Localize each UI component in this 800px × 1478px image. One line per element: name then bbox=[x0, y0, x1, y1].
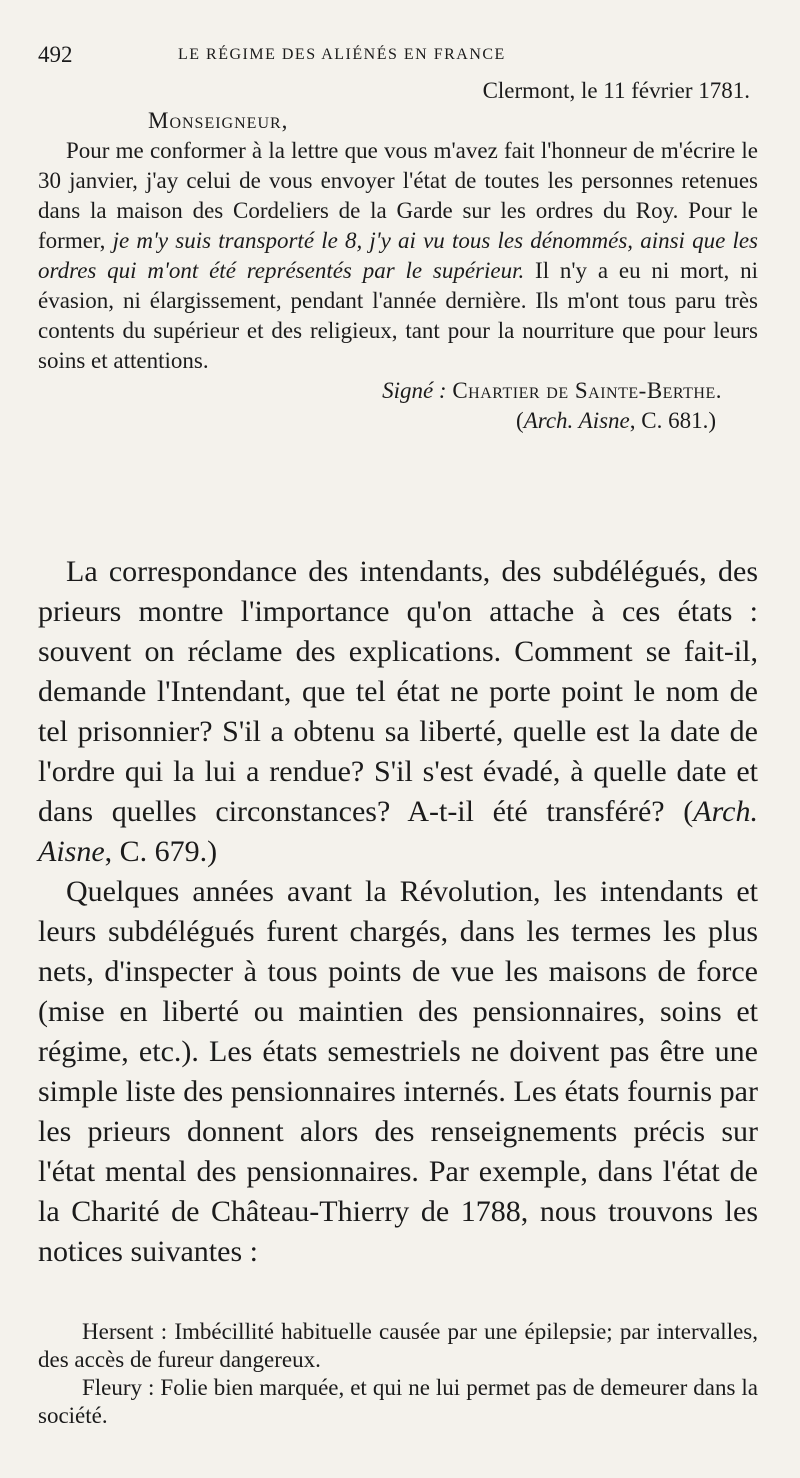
notice-fleury: Fleury : Folie bien marquée, et qui ne lui permet pas de demeurer dans la société. bbox=[38, 1375, 758, 1428]
letter-text-start: Pour me conformer à la lettre que vous m'avez fait l'honneur de m'écrire le 30 janvier, j'ay celui de vous envoyer l'état de toutes les personnes retenues dans la maison des Cordeliers de la Garde sur les ordres du Roy. Pour le former, bbox=[38, 138, 758, 253]
letter-text-end: Il n'y a eu ni mort, ni évasion, ni élargissement, pendant l'année dernière. Ils m'ont tous paru très contents du supérieur et des religieux, tant pour la nourriture que pour leurs soins et attentions. bbox=[38, 258, 758, 373]
main-text bbox=[38, 552, 758, 1272]
letter-text-italic: je m'y suis transporté le 8, j'y ai vu tous les dénommés, ainsi que les ordres qui m'ont été représentés par le supérieur. bbox=[38, 228, 759, 283]
source-archive: Arch. Aisne bbox=[523, 408, 630, 433]
letter-date: Clermont, le 11 février 1781. bbox=[482, 78, 750, 103]
letter-signature bbox=[38, 376, 758, 406]
page-number: 492 bbox=[38, 42, 73, 67]
letter-source bbox=[38, 406, 758, 436]
letter-salutation: Monseigneur, bbox=[148, 108, 289, 133]
source-ref: , C. 681.) bbox=[629, 408, 716, 433]
letter-paragraph bbox=[38, 136, 758, 376]
notices-block bbox=[38, 1318, 758, 1430]
paragraph-correspondance-ref: , C. 679.) bbox=[104, 835, 218, 868]
source-open: ( bbox=[516, 408, 524, 433]
notice-hersent: Hersent : Imbécillité habituelle causée par une épilepsie; par intervalles, des accès de fureur dangereux. bbox=[38, 1319, 758, 1372]
signature-name: Chartier de Sainte-Berthe. bbox=[452, 378, 722, 403]
signature-label: Signé : bbox=[382, 378, 447, 403]
paragraph-correspondance bbox=[38, 552, 758, 872]
quoted-letter bbox=[38, 76, 758, 436]
paragraph-correspondance-archive: Arch. Aisne bbox=[38, 795, 758, 868]
page-header bbox=[38, 42, 758, 72]
paragraph-revolution: Quelques années avant la Révolution, les intendants et leurs subdélégués furent chargés, dans les termes les plus nets, d'inspecter à tous points de vue les maisons de force (mise en liberté ou maintien des pensionnaires, soins et régime, etc.). Les états semestriels ne doivent pas être une simple liste des pensionnaires internés. Les états fournis par les prieurs donnent alors des renseignements précis sur l'état mental des pensionnaires. Par exemple, dans l'état de la Charité de Château-Thierry de 1788, nous trouvons les notices suivantes : bbox=[38, 875, 758, 1268]
running-title: LE RÉGIME DES ALIÉNÉS EN FRANCE bbox=[178, 46, 506, 63]
paragraph-correspondance-text: La correspondance des intendants, des subdélégués, des prieurs montre l'importance qu'on attache à ces états : souvent on réclame des explications. Comment se fait-il, demande l'Intendant, que tel état ne porte point le nom de tel prisonnier? S'il a obtenu sa liberté, quelle est la date de l'ordre qui la lui a rendue? S'il s'est évadé, à quelle date et dans quelles circonstances? A-t-il été transféré? ( bbox=[38, 555, 758, 828]
